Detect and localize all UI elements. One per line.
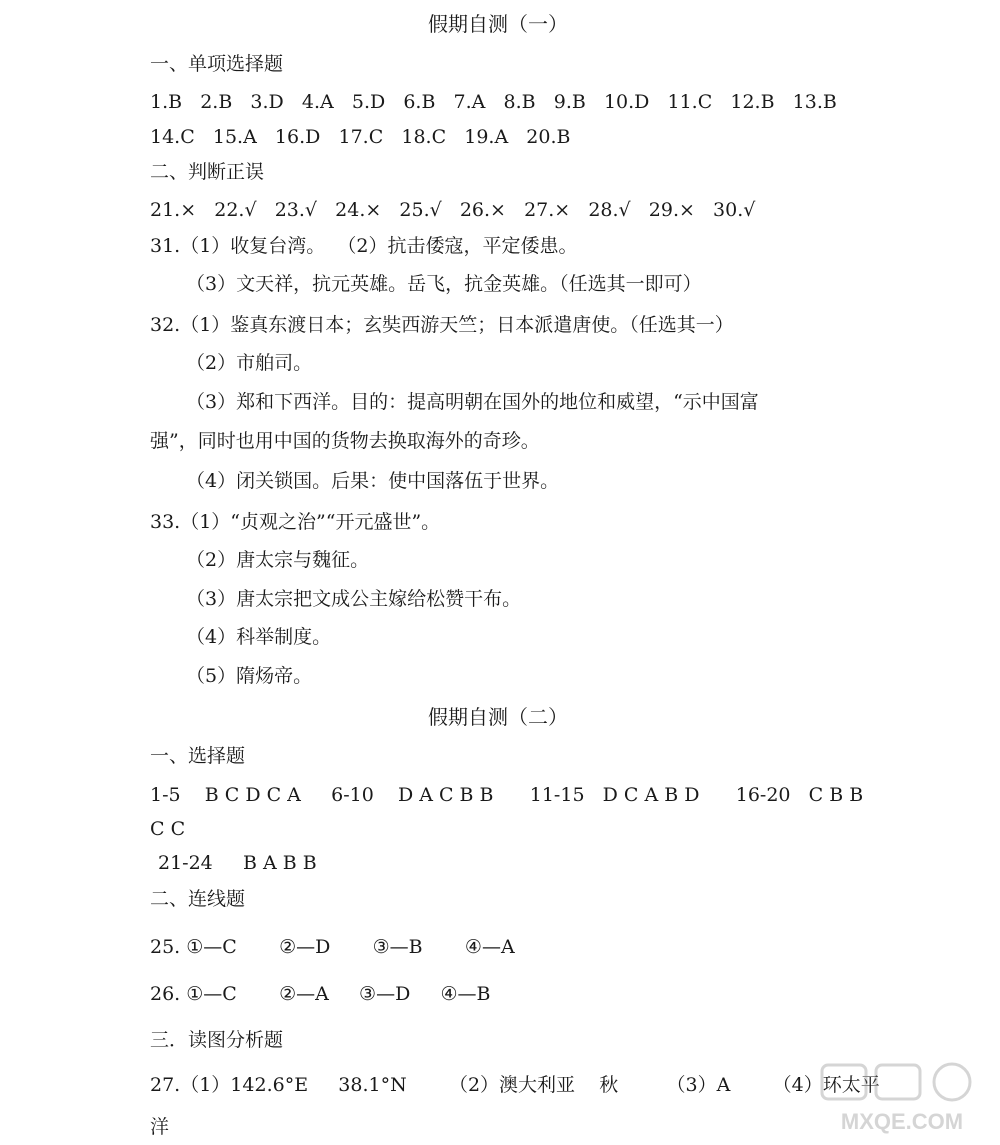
q33-line1: 33.（1）“贞观之治”“开元盛世”。 bbox=[150, 511, 441, 533]
q31-line1: 31.（1）收复台湾。 （2）抗击倭寇，平定倭患。 bbox=[150, 235, 578, 257]
section1-part1-answers-row2: 14.C 15.A 16.D 17.C 18.C 19.A 20.B bbox=[150, 126, 571, 148]
section1-title: 假期自测（一） bbox=[428, 12, 568, 36]
q27-line2: 洋 bbox=[150, 1116, 170, 1138]
section1-part1-heading: 一、单项选择题 bbox=[150, 53, 284, 75]
q32-line5: （4）闭关锁国。后果：使中国落伍于世界。 bbox=[186, 470, 560, 492]
section1-part2-answers-row: 21.× 22.√ 23.√ 24.× 25.√ 26.× 27.× 28.√ 29.× 30.√ bbox=[150, 199, 756, 221]
q33-line2: （2）唐太宗与魏征。 bbox=[186, 549, 370, 571]
section2-part1-answers-row1: 1-5 B C D C A 6-10 D A C B B 11-15 D C A B D 16-20 C B B bbox=[150, 784, 864, 806]
q27-line1: 27.（1）142.6°E 38.1°N （2）澳大利亚 秋 （3）A （4）环太平 bbox=[150, 1074, 880, 1096]
q26-answers: 26. ①—C ②—A ③—D ④—B bbox=[150, 983, 491, 1005]
section2-part1-heading: 一、选择题 bbox=[150, 745, 246, 767]
section2-part3-heading: 三．读图分析题 bbox=[150, 1029, 284, 1051]
watermark-logo bbox=[812, 1059, 992, 1139]
q32-line3: （3）郑和下西洋。目的：提高明朝在国外的地位和威望，“示中国富 bbox=[186, 391, 759, 413]
q33-line5: （5）隋炀帝。 bbox=[186, 665, 313, 687]
q32-line1: 32.（1）鉴真东渡日本；玄奘西游天竺；日本派遣唐使。（任选其一） bbox=[150, 314, 734, 336]
section2-part1-answers-row2: C C bbox=[150, 818, 186, 840]
q32-line2: （2）市舶司。 bbox=[186, 352, 313, 374]
q32-line4: 强”，同时也用中国的货物去换取海外的奇珍。 bbox=[150, 430, 540, 452]
section1-part1-answers-row1: 1.B 2.B 3.D 4.A 5.D 6.B 7.A 8.B 9.B 10.D 11.C 12.B 13.B bbox=[150, 91, 837, 113]
q33-line3: （3）唐太宗把文成公主嫁给松赞干布。 bbox=[186, 588, 522, 610]
q25-answers: 25. ①—C ②—D ③—B ④—A bbox=[150, 936, 515, 958]
section2-part1-answers-row3: 21-24 B A B B bbox=[158, 852, 317, 874]
watermark-text: MXQE.COM bbox=[840, 1109, 964, 1134]
section1-part2-heading: 二、判断正误 bbox=[150, 161, 265, 183]
q33-line4: （4）科举制度。 bbox=[186, 626, 332, 648]
q31-line2: （3）文天祥，抗元英雄。岳飞，抗金英雄。（任选其一即可） bbox=[186, 273, 702, 295]
section2-title: 假期自测（二） bbox=[428, 705, 568, 729]
section2-part2-heading: 二、连线题 bbox=[150, 888, 246, 910]
